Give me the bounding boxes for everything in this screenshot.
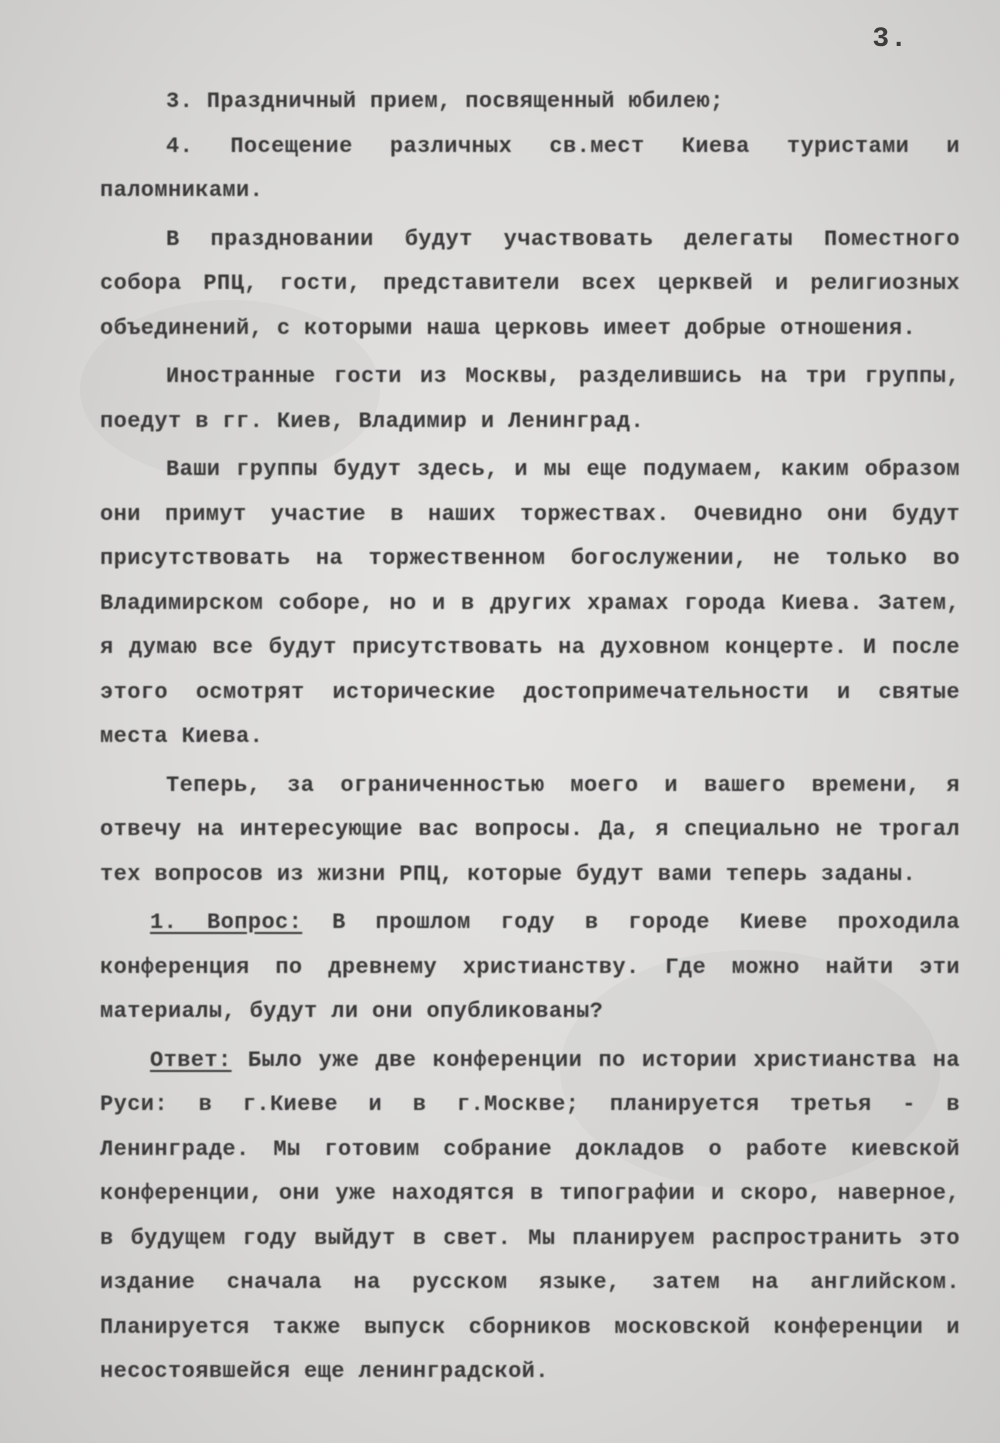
question-text: В прошлом году в городе Киеве проходила конференция по древнему христианству. Где можно найти эти материалы, будут ли они опубликованы? [100, 910, 960, 1024]
document-body [100, 80, 960, 1399]
paragraph-participants: В праздновании будут участвовать делегаты Поместного собора РПЦ, гости, представители всех церквей и религиозных объединений, с которыми наша церковь имеет добрые отношения. [100, 226, 960, 341]
list-item-4: 4. Посещение различных св.мест Киева туристами и паломниками. [100, 133, 960, 203]
list-item-3: 3. Праздничный прием, посвященный юбилею; [166, 89, 724, 114]
paragraph-groups: Ваши группы будут здесь, и мы еще подумаем, каким образом они примут участие в наших торжествах. Очевидно они будут присутствовать на торжественном богослужении, не только во Владимирском соборе, но и в других храмах города Киева. Затем, я думаю все будут присутствовать на духовном концерте. И после этого осмотрят исторические достопримечательности и святые места Киева. [100, 457, 960, 749]
page-number: 3. [872, 24, 908, 55]
answer-1 [100, 1039, 960, 1395]
paragraph-foreign-guests: Иностранные гости из Москвы, разделившись на три группы, поедут в гг. Киев, Владимир и Ленинград. [100, 364, 960, 434]
question-1 [100, 901, 960, 1035]
paragraph-questions-intro: Теперь, за ограниченностью моего и вашего времени, я отвечу на интересующие вас вопросы. Да, я специально не трогал тех вопросов из жизни РПЦ, которые будут вами теперь заданы. [100, 772, 960, 887]
question-label: 1. Вопрос: [150, 910, 303, 935]
answer-label: Ответ: [150, 1047, 232, 1073]
answer-text: Было уже две конференции по истории христианства на Руси: в г.Киеве и в г.Москве; планируется третья - в Ленинграде. Мы готовим собрание докладов о работе киевской конференции, они уже находятся в типографии и скоро, наверное, в будущем году выйдут в свет. Мы планируем распространить это издание сначала на русском языке, затем на английском. Планируется также выпуск сборников московской конференции и несостоявшейся еще ленинградской. [100, 1047, 960, 1384]
